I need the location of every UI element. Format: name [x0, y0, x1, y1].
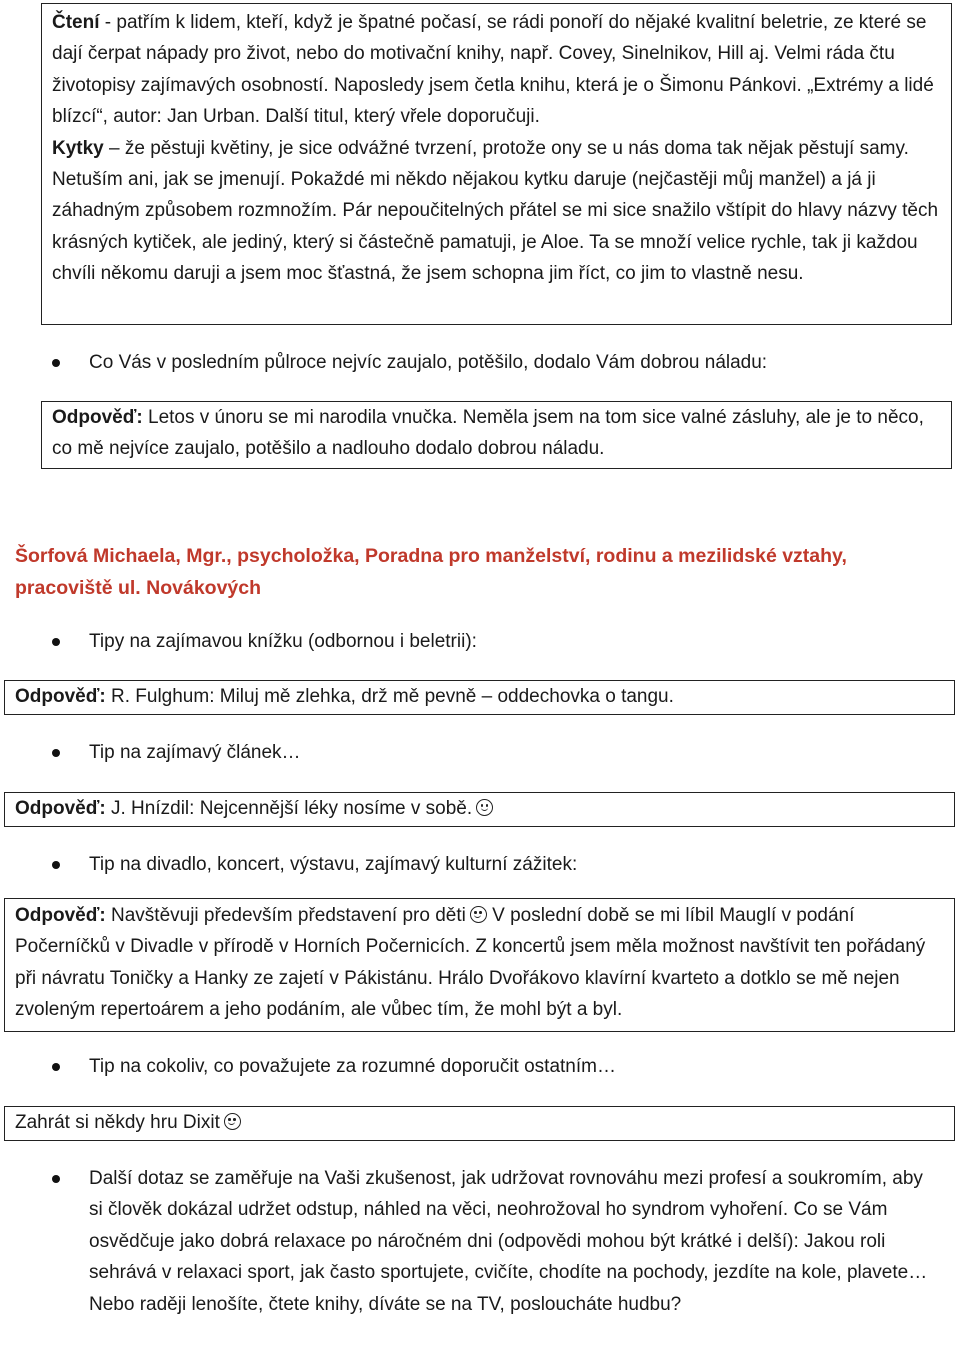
smiley-icon [224, 1113, 241, 1130]
section-heading: Šorfová Michaela, Mgr., psycholožka, Poradna pro manželství, rodinu a mezilidské vztahy, pracoviště ul. Novákových [15, 545, 847, 599]
bullet-icon [52, 1063, 60, 1071]
answer-box [4, 792, 955, 827]
bullet-icon [52, 359, 60, 367]
answer-box [41, 401, 952, 469]
answer-box [4, 680, 955, 715]
question-text: Tip na divadlo, koncert, výstavu, zajímavý kulturní zážitek: [89, 854, 578, 875]
question-text: Další dotaz se zaměřuje na Vaši zkušenost, jak udržovat rovnováhu mezi profesí a soukromím, aby si člověk dokázal udržet odstup, náhled na věci, neohrožoval ho syndrom vyhoření. Co se Vám osvědčuje jako dobrá relaxace po náročném dni (odpovědi mohou být krátké i delší): Jakou roli sehrává v relaxaci sport, jak často sportujete, cvičíte, chodíte na pochody, jezdíte na kole, plavete… Nebo raději lenošíte, čtete knihy, díváte se na TV, posloucháte hudbu? [89, 1168, 928, 1315]
reading-answer-box [41, 3, 952, 325]
question-bullet [52, 849, 932, 880]
bullet-icon [52, 861, 60, 869]
bullet-icon [52, 638, 60, 646]
reading-label: Čtení [52, 12, 100, 33]
question-bullet [52, 737, 932, 768]
answer-text: Navštěvuji především představení pro děti [105, 905, 466, 926]
answer-text: J. Hnízdil: Nejcennější léky nosíme v sobě. [105, 798, 473, 819]
answer-box [4, 1106, 955, 1141]
answer-text-continued: V poslední době se mi líbil Mauglí v podání Počerníčků v Divadle v přírodě v Horních Počernicích. Z koncertů jsem měla možnost navštívit ten pořádaný při návratu Toničky a Hanky ze zajetí v Pákistánu. Hrálo Dvořákovo klavírní kvarteto a dotklo se mě nejen zvoleným repertoárem a jeho podáním, ale vůbec tím, že mohl být a byl. [15, 905, 926, 1021]
answer-text: Zahrát si někdy hru Dixit [15, 1112, 220, 1133]
flowers-label: Kytky [52, 137, 104, 159]
answer-box [4, 898, 955, 1032]
answer-text: Letos v únoru se mi narodila vnučka. Neměla jsem na tom sice valné zásluhy, ale je to něco, co mě nejvíce zaujalo, potěšilo a nadlouho dodalo dobrou náladu. [52, 407, 924, 460]
answer-label: Odpověď: [15, 905, 106, 926]
question-text: Co Vás v posledním půlroce nejvíc zaujalo, potěšilo, dodalo Vám dobrou náladu: [89, 352, 768, 373]
bullet-icon [52, 749, 60, 757]
smiley-icon [470, 906, 487, 923]
question-bullet [52, 1163, 932, 1320]
question-bullet [52, 347, 932, 378]
answer-label: Odpověď: [15, 686, 106, 707]
question-text: Tipy na zajímavou knížku (odbornou i beletrii): [89, 631, 477, 652]
question-bullet [52, 1051, 932, 1082]
answer-label: Odpověď: [15, 798, 106, 819]
bullet-icon [52, 1175, 60, 1183]
question-bullet [52, 626, 932, 657]
answer-label: Odpověď: [52, 407, 143, 428]
answer-text: R. Fulghum: Miluj mě zlehka, drž mě pevně – oddechovka o tangu. [105, 686, 674, 707]
smiley-icon [476, 799, 493, 816]
reading-text: - patřím k lidem, kteří, když je špatné počasí, se rádi ponoří do nějaké kvalitní beletrie, ze které se dají čerpat nápady pro život, nebo do motivační knihy, např. Covey, Sinelnikov, Hill aj. Velmi ráda čtu životopisy zajímavých osobností. Naposledy jsem četla knihu, která je o Šimonu Pánkovi. „Extrémy a lidé blízcí“, autor: Jan Urban. Další titul, který vřele doporučuji. [52, 12, 934, 128]
flowers-text: – že pěstuji květiny, je sice odvážné tvrzení, protože ony se u nás doma tak nějak pěstují samy. Netuším ani, jak se jmenují. Pokaždé mi někdo nějakou kytku daruje (nejčastěji můj manžel) a já ji záhadným způsobem rozmnožím. Pár nepoučitelných přátel se mi sice snažilo vštípit do hlavy názvy těch krásných kytiček, ale jediný, který si částečně pamatuji, je Aloe. Ta se množí velice rychle, tak ji každou chvíli někomu daruji a jsem moc šťastná, že jsem schopna jim říct, co jim to vlastně nesu. [52, 137, 939, 285]
question-text: Tip na zajímavý článek… [89, 742, 301, 763]
question-text: Tip na cokoliv, co považujete za rozumné doporučit ostatním… [89, 1056, 616, 1077]
